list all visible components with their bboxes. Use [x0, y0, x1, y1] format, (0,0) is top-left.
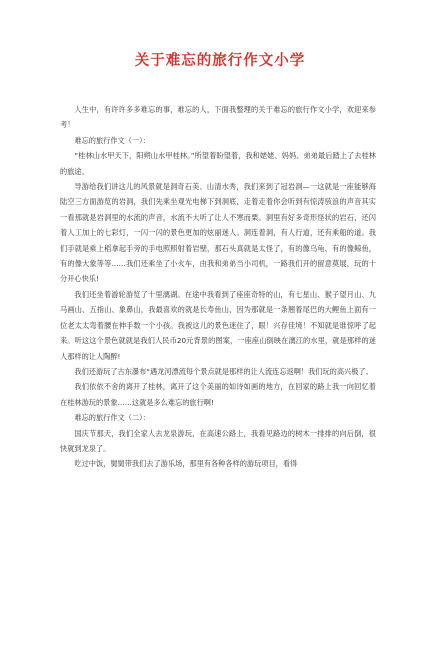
- section-heading: 难忘的旅行作文（二）：: [74, 413, 150, 423]
- document-page: [0, 52, 424, 652]
- document-body: [60, 102, 376, 472]
- body-paragraph: 我们还坐着游轮游览了十里漓湖。在途中我看到了座座奇特的山，有七星山、猴子望月山、九马画山、五指山、象鼻山，我最喜欢的就是长寿鱼山，因为那就是一条翘着尾巴的大鲤鱼上面有一位老太太弯着腰在伸手数一个小孩。我被这儿的景色迷住了，眼！兴存佳境！不知就是谁惊呼了起来。听这这个景色就就是我们人民币20元背景的图案，一座座山倒映在漓江的水里，就是那样的迷人那样的让人陶醉!: [60, 289, 376, 361]
- body-paragraph: “桂林山水甲天下，阳朔山水甲桂林。”所望着盼望着，我和姥姥、妈妈、弟弟最后踏上了去桂林的旅途。: [60, 151, 376, 176]
- intro-paragraph: 人生中，有许许多多难忘的事，难忘的人，下面我整理的关于难忘的旅行作文小学，欢迎来参考！: [60, 105, 376, 130]
- body-paragraph: 吃过中饭，舅舅带我们去了游乐场，那里有各种各样的游玩项目，看得: [74, 459, 298, 469]
- body-paragraph: 我们还游玩了古东瀑布“遇龙河漂流每个景点就是那样的让人流连忘返啊！我们玩的高兴极了。: [74, 366, 373, 376]
- body-paragraph: 国庆节那天，我们全家人去龙泉游玩，在高速公路上，我看见路边的树木一排排的向后倒，很快就到龙泉了。: [60, 428, 376, 453]
- body-paragraph: 导游给我们讲这儿的风景就是洞奇石美、山清水秀，我们来到了冠岩洞—一这就是一座能够海陆空三方面游览的岩洞，我们先乘坐观光电梯下到洞底，走着走着你会听到有惊涛骇浪的声音其实一看那就是岩洞里的水流的声音，水流不大听了让人不寒而栗。洞里有好多奇形怪状的岩石，还闪着人工加上的七彩灯，一闪一闪的景色更加的炫丽迷人。洞连着洞，有人行道，还有乘船的道。我们手就是乘上稻拿起手旁的手电照照射着岩壁，那石头真就是太怪了，有的像乌龟、有的像鲸鱼，有的像大象等等……我们还乘坐了小火车，由我和弟弟当小司机，一路我们开的留意莫展，玩的十分开心快乐!: [60, 182, 376, 284]
- body-paragraph: 我们依依不舍的离开了桂林，离开了这个美丽的如诗如画的地方，在回家的路上我一向回忆着在桂林游玩的景象……这就是多么难忘的旅行啊!: [60, 382, 376, 407]
- section-heading: 难忘的旅行作文（一）：: [74, 135, 150, 145]
- document-title: 关于难忘的旅行作文小学: [134, 53, 306, 69]
